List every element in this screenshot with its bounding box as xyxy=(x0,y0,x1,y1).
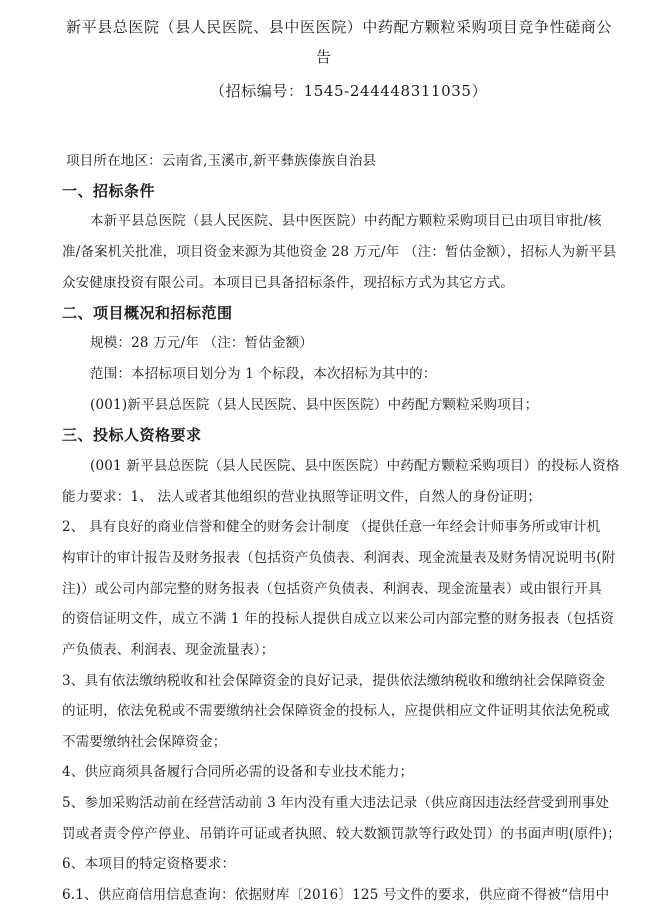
paragraph-line: 产负债表、利润表、现金流量表）； xyxy=(62,642,275,658)
section-heading-3: 三、投标人资格要求 xyxy=(62,426,202,444)
paragraph-line: 6、本项目的特定资格要求： xyxy=(62,856,236,872)
paragraph-line: 注)）或公司内部完整的财务报表（包括资产负债表、利润表、现金流量表）或由银行开具 xyxy=(62,581,602,597)
paragraph-line: 构审计的审计报告及财务报表（包括资产负债表、利润表、现金流量表及财务情况说明书(附 xyxy=(62,550,616,566)
paragraph-line: 5、参加采购活动前在经营活动前 3 年内没有重大违法记录（供应商因违法经营受到刑事处 xyxy=(62,795,610,811)
paragraph-line: 能力要求：1、 法人或者其他组织的营业执照等证明文件，自然人的身份证明； xyxy=(62,489,542,505)
paragraph-line: 3、具有依法缴纳税收和社会保障资金的良好记录，提供依法缴纳税收和缴纳社会保障资金 xyxy=(62,673,606,689)
paragraph-line: 6.1、供应商信用信息查询：依据财库〔2016〕125 号文件的要求，供应商不得被“信用中 xyxy=(62,887,610,903)
document-title-line-2: 告 xyxy=(316,48,332,66)
paragraph-line: 众安健康投资有限公司。本项目已具备招标条件，现招标方式为其它方式。 xyxy=(62,275,515,291)
paragraph-line: 规模：28 万元/年 （注：暂估金额） xyxy=(90,335,314,351)
project-location: 项目所在地区：云南省,玉溪市,新平彝族傣族自治县 xyxy=(66,153,377,169)
paragraph-line: 2、 具有良好的商业信誉和健全的财务会计制度 （提供任意一年经会计师事务所或审计机 xyxy=(62,519,601,535)
paragraph-line: 的资信证明文件，成立不满 1 年的投标人提供自成立以来公司内部完整的财务报表（包括资 xyxy=(62,611,615,627)
document-title-line-1: 新平县总医院（县人民医院、县中医医院）中药配方颗粒采购项目竞争性磋商公 xyxy=(66,18,613,36)
tender-number: （招标编号：1545-244448311035） xyxy=(210,82,488,100)
paragraph-line: 本新平县总医院（县人民医院、县中医医院）中药配方颗粒采购项目已由项目审批/核 xyxy=(90,213,602,229)
paragraph-line: 的证明，依法免税或不需要缴纳社会保障资金的投标人，应提供相应文件证明其依法免税或 xyxy=(62,703,610,719)
paragraph-line: 准/备案机关批准，项目资金来源为其他资金 28 万元/年 （注：暂估金额），招标人为新平县 xyxy=(62,244,617,260)
section-heading-1: 一、招标条件 xyxy=(62,182,156,200)
paragraph-line: 范围：本招标项目划分为 1 个标段，本次招标为其中的： xyxy=(90,366,437,382)
paragraph-line: 不需要缴纳社会保障资金； xyxy=(62,734,227,750)
paragraph-line: (001)新平县总医院（县人民医院、县中医医院）中药配方颗粒采购项目； xyxy=(90,397,539,413)
paragraph-line: 4、供应商须具备履行合同所必需的设备和专业技术能力； xyxy=(62,764,414,780)
paragraph-line: (001 新平县总医院（县人民医院、县中医医院）中药配方颗粒采购项目）的投标人资格 xyxy=(90,458,620,474)
paragraph-line: 罚或者责令停产停业、吊销许可证或者执照、较大数额罚款等行政处罚）的书面声明(原件)； xyxy=(62,826,621,842)
section-heading-2: 二、项目概况和招标范围 xyxy=(62,304,233,322)
